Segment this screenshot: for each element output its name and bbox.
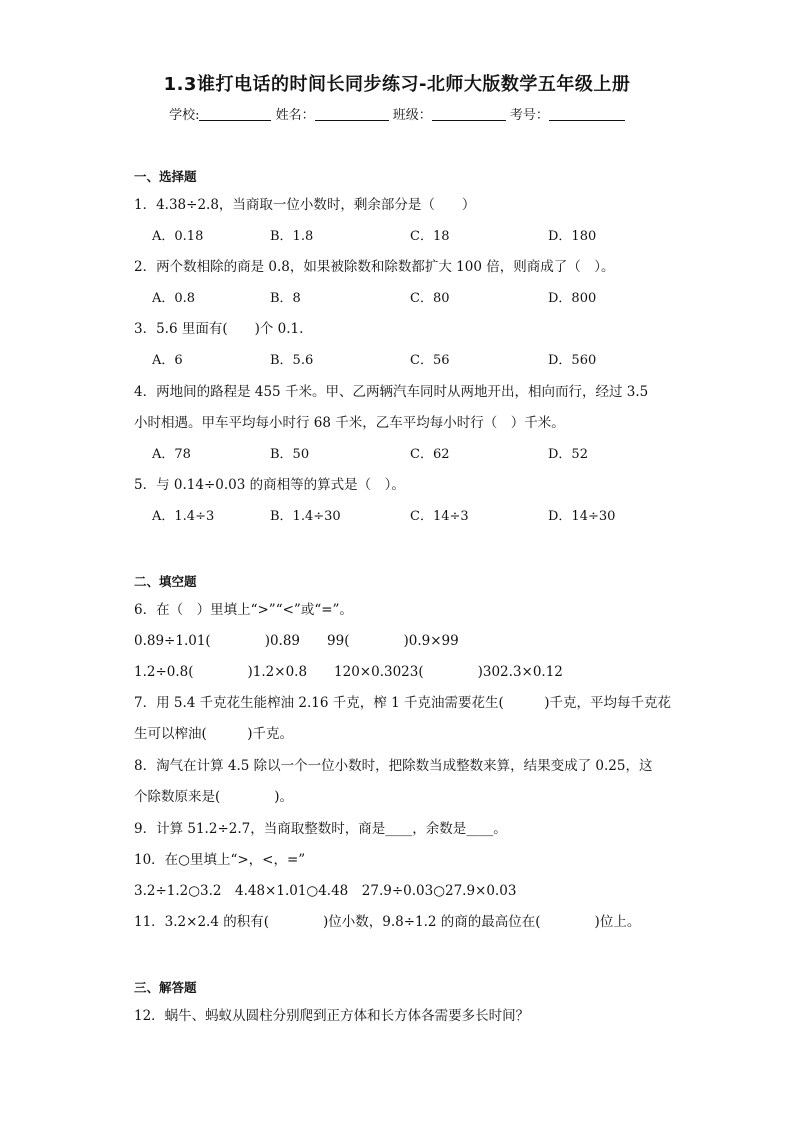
question-11: 11．3.2×2.4 的积有( )位小数，9.8÷1.2 的商的最高位在( )位上。 xyxy=(134,914,641,930)
class-label: 班级： xyxy=(392,108,432,123)
student-info-line xyxy=(0,104,794,123)
question-3: 3．5.6 里面有( )个 0.1. xyxy=(134,321,304,337)
option-a[interactable]: A．1.4÷3 xyxy=(152,509,215,524)
question-6-row-2: 1.2÷0.8( )1.2×0.8 120×0.3023( )302.3×0.12 xyxy=(134,664,563,680)
question-7-line-1: 7．用 5.4 千克花生能榨油 2.16 千克，榨 1 千克油需要花生( )千克，平均每千克花 xyxy=(134,695,671,711)
name-blank[interactable] xyxy=(315,107,389,121)
option-b[interactable]: B．50 xyxy=(270,447,310,462)
section-fill-heading: 二、填空题 xyxy=(134,574,197,589)
option-c[interactable]: C．62 xyxy=(410,447,450,462)
class-blank[interactable] xyxy=(432,107,506,121)
question-8-line-1: 8．淘气在计算 4.5 除以一个一位小数时，把除数当成整数来算，结果变成了 0.25，这 xyxy=(134,758,653,774)
number-blank[interactable] xyxy=(549,107,625,121)
question-6: 6．在（ ）里填上“>”“<”或“=”。 xyxy=(134,602,353,618)
question-5: 5．与 0.14÷0.03 的商相等的算式是（ ）。 xyxy=(134,477,405,493)
option-a[interactable]: A．0.18 xyxy=(152,229,204,244)
school-label: 学校: xyxy=(169,108,200,123)
question-7-line-2: 生可以榨油( )千克。 xyxy=(134,726,294,742)
question-4-line-2: 小时相遇。甲车平均每小时行 68 千米，乙车平均每小时行（ ）千米。 xyxy=(134,415,565,431)
page-title: 1.3谁打电话的时间长同步练习-北师大版数学五年级上册 xyxy=(163,74,631,95)
option-a[interactable]: A．6 xyxy=(152,353,183,368)
option-b[interactable]: B．1.4÷30 xyxy=(270,509,341,524)
question-12: 12．蜗牛、蚂蚁从圆柱分别爬到正方体和长方体各需要多长时间？ xyxy=(134,1008,530,1024)
option-c[interactable]: C．80 xyxy=(410,291,450,306)
option-d[interactable]: D．14÷30 xyxy=(548,509,616,524)
option-d[interactable]: D．800 xyxy=(548,291,597,306)
option-b[interactable]: B．5.6 xyxy=(270,353,314,368)
option-a[interactable]: A．78 xyxy=(152,447,191,462)
option-a[interactable]: A．0.8 xyxy=(152,291,196,306)
option-c[interactable]: C．14÷3 xyxy=(410,509,469,524)
option-b[interactable]: B．8 xyxy=(270,291,301,306)
section-choice-heading: 一、选择题 xyxy=(134,169,197,184)
question-4-line-1: 4．两地间的路程是 455 千米。甲、乙两辆汽车同时从两地开出，相向而行，经过 3.5 xyxy=(134,384,649,400)
option-d[interactable]: D．560 xyxy=(548,353,597,368)
option-c[interactable]: C．56 xyxy=(410,353,450,368)
question-6-row-1: 0.89÷1.01( )0.89 99( )0.9×99 xyxy=(134,633,459,649)
option-c[interactable]: C．18 xyxy=(410,229,450,244)
option-d[interactable]: D．52 xyxy=(548,447,588,462)
option-b[interactable]: B．1.8 xyxy=(270,229,314,244)
name-label: 姓名： xyxy=(275,108,315,123)
question-8-line-2: 个除数原来是( )。 xyxy=(134,789,294,805)
question-10-row: 3.2÷1.2○3.2 4.48×1.01○4.48 27.9÷0.03○27.9×0.03 xyxy=(134,883,517,899)
number-label: 考号： xyxy=(509,108,549,123)
school-blank[interactable] xyxy=(199,107,271,121)
question-2: 2．两个数相除的商是 0.8，如果被除数和除数都扩大 100 倍，则商成了（ ）。 xyxy=(134,259,615,275)
option-d[interactable]: D．180 xyxy=(548,229,597,244)
question-10: 10．在○里填上“>，<，=” xyxy=(134,852,306,868)
section-answer-heading: 三、解答题 xyxy=(134,980,197,995)
question-9: 9．计算 51.2÷2.7，当商取整数时，商是____，余数是____。 xyxy=(134,821,507,837)
question-1: 1．4.38÷2.8，当商取一位小数时，剩余部分是（ ） xyxy=(134,197,476,213)
